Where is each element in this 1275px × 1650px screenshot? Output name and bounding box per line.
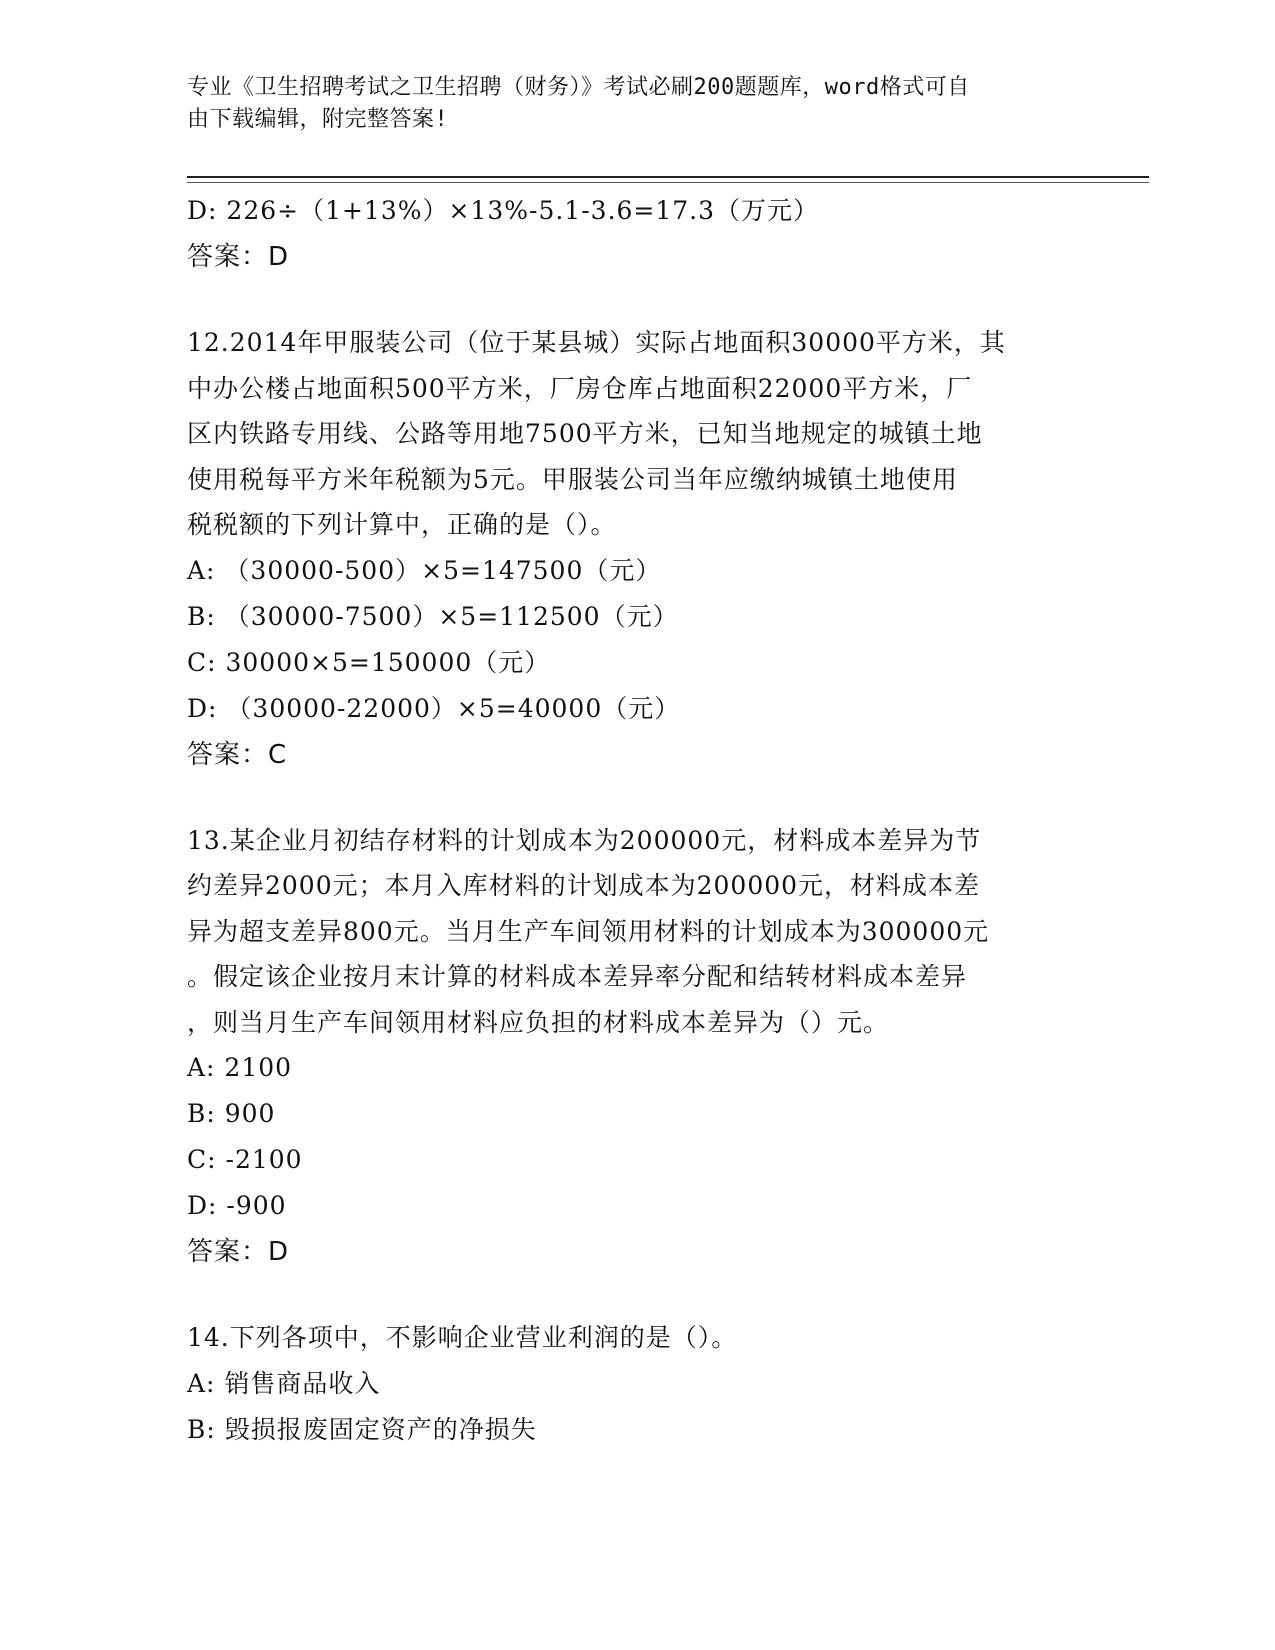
document-body bbox=[187, 188, 1087, 1453]
option-d: D: 226÷（1+13%）×13%-5.1-3.6=17.3（万元） bbox=[187, 196, 820, 225]
answer-line: 答案：C bbox=[187, 739, 288, 770]
option-b: B: 毁损报废固定资产的净损失 bbox=[187, 1414, 537, 1444]
question-text-line: 异为超支差异800元。当月生产车间领用材料的计划成本为300000元 bbox=[187, 916, 990, 946]
spacer bbox=[187, 778, 1087, 818]
question-text-line: 13.某企业月初结存材料的计划成本为200000元，材料成本差异为节 bbox=[187, 825, 982, 855]
question-text-line: 。假定该企业按月末计算的材料成本差异率分配和结转材料成本差异 bbox=[187, 962, 968, 991]
header-divider bbox=[187, 176, 1149, 178]
prev-question-tail bbox=[187, 188, 1087, 280]
header-line-1: 专业《卫生招聘考试之卫生招聘（财务）》考试必刷200题题库，word格式可自 bbox=[187, 75, 970, 100]
question-text-line: 使用税每平方米年税额为5元。甲服装公司当年应缴纳城镇土地使用 bbox=[187, 464, 958, 494]
page-header bbox=[187, 72, 1067, 136]
option-c: C: -2100 bbox=[187, 1145, 303, 1174]
header-divider-thin bbox=[187, 182, 1149, 183]
option-d: D: （30000-22000）×5=40000（元） bbox=[187, 693, 681, 723]
question-text-line: 税税额的下列计算中，正确的是（）。 bbox=[187, 510, 617, 539]
question-14 bbox=[187, 1315, 1087, 1453]
option-b: B: 900 bbox=[187, 1099, 276, 1128]
question-text-line: 约差异2000元；本月入库材料的计划成本为200000元，材料成本差 bbox=[187, 871, 981, 900]
option-a: A: （30000-500）×5=147500（元） bbox=[187, 555, 662, 585]
question-13 bbox=[187, 818, 1087, 1276]
header-line-2: 由下载编辑，附完整答案! bbox=[187, 107, 449, 132]
option-b: B: （30000-7500）×5=112500（元） bbox=[187, 601, 679, 631]
answer-line: 答案：D bbox=[187, 242, 290, 272]
option-a: A: 销售商品收入 bbox=[187, 1368, 381, 1398]
question-text-line: 区内铁路专用线、公路等用地7500平方米，已知当地规定的城镇土地 bbox=[187, 419, 983, 448]
question-text-line: 中办公楼占地面积500平方米，厂房仓库占地面积22000平方米，厂 bbox=[187, 373, 973, 403]
option-c: C: 30000×5=150000（元） bbox=[187, 647, 551, 677]
answer-line: 答案：D bbox=[187, 1237, 290, 1267]
option-a: A: 2100 bbox=[187, 1053, 293, 1082]
spacer bbox=[187, 280, 1087, 320]
question-text-line: 12.2014年甲服装公司（位于某县城）实际占地面积30000平方米，其 bbox=[187, 328, 1006, 357]
option-d: D: -900 bbox=[187, 1191, 287, 1220]
spacer bbox=[187, 1275, 1087, 1315]
question-12 bbox=[187, 320, 1087, 778]
question-text-line: 14.下列各项中，不影响企业营业利润的是（）。 bbox=[187, 1323, 738, 1352]
question-text-line: ，则当月生产车间领用材料应负担的材料成本差异为（）元。 bbox=[187, 1007, 890, 1037]
